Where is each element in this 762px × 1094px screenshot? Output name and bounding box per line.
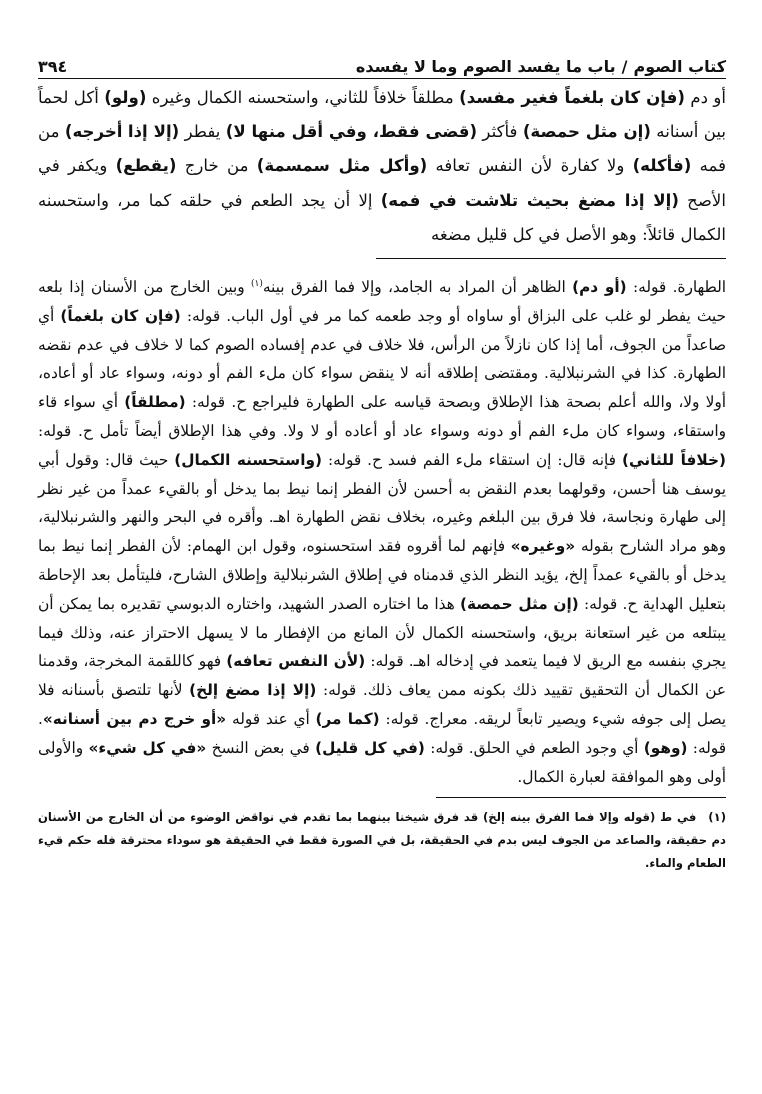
running-title [356,57,726,76]
bold-quote: (لأن النفس تعافه) [226,652,366,671]
bold-quote: (إلا إذا [127,122,180,142]
bold-quote: (فإن كان بلغماً فغير مفسد) [459,88,685,107]
bold-quote: (في كل قليل) [315,738,425,757]
bold-quote: (إن مثل حمصة) [522,122,651,142]
bold-quote: (ولو) [104,88,147,107]
text-run: حلقه كما مر، واستحسنه الكمال قائلاً: وهو الأصل في كل قليل مضغه [38,190,726,244]
text-run: من فمه [38,122,727,176]
bold-quote: (إلا إذا مضغ بحيث تلاشت في فمه) [380,190,679,210]
page-number: ٣٩٤ [38,57,68,76]
text-run: الطهارة. قوله: [626,278,726,297]
text-run: أي سواء قاء واستقاء، وسواء كان ملء الفم أو دونه وسواء عاد أو أعاده أو لا ولا. وفي هذا الإطلاق أيضاً تأمل ح. قوله: [38,393,726,440]
footnote-marker: (١) [250,278,263,289]
book-title: كتاب الصوم [633,57,726,76]
bold-quote: (إن مثل حمصة) [459,594,579,613]
bold-quote: «أو خرج دم بين أسنانه» [42,709,227,728]
running-header [38,46,726,79]
text-run: . قوله: [38,709,727,757]
bold-quote: (مطلقاً) [124,393,186,412]
footnote-number: (١) [708,810,726,825]
bold-quote: (فأكله) [632,156,692,176]
text-run: فإنهم لما أقروه فقد استحسنوه، وقول ابن الهمام: لأن الفطر إنما نيط بما يدخل أو بالقيء عمداً إلخ، يؤيد النظر الذي قدمناه في إطلاق الشرنبلالية وإطلاق الشارح، فليتأمل بعد الإحاطة بتعليل الهداية ح. قوله: [38,537,726,613]
text-run: هذا ما اختاره الصدر الشهيد، واختاره الدبوسي تقديره بما يمكن أن يبتلعه من غير استعانة بريق، واستحسنه الكمال لأن المانع من الإفطار ما لا يسهل الاحتراز عنه، وذلك فيما يجري بنفسه مع الريق لا فيما يتعمد في إدخاله اهـ. قوله: [38,594,727,671]
text-run: فإنه قال: إن استقاء ملء الفم فسد ح. قوله: [321,450,622,469]
text-run: فهو كاللقمة المخرجة، وقدمنا عن الكمال أن التحقيق تقييد ذلك بكونه ممن يعاف ذلك. قوله: [38,652,727,700]
text-run: أي وجود الطعم في الحلق. قوله: [424,738,644,757]
text-run: أي عند قوله [226,709,316,728]
text-run: والأولى أولى وهو الموافقة لعبارة الكمال. [38,738,726,786]
bold-quote: أخرجه) [64,122,123,142]
commentary-text [38,273,726,791]
text-run: ويكفر في الأصح [38,156,726,210]
bold-quote: (خلافاً للثاني) [621,450,726,469]
bold-quote: (قضى فقط، وفي أقل منها لا) [225,122,478,142]
bold-quote: «وغيره» [510,537,576,556]
text-run: مطلقاً خلافاً للثاني، واستحسنه الكمال وغيره [146,88,460,107]
footnote [38,806,726,874]
bold-quote: (أو دم) [572,278,627,297]
chapter-title: باب ما يفسد الصوم وما لا يفسده [355,57,616,76]
book-page [38,46,726,875]
bold-quote: (وأكل مثل سمسمة) [256,156,428,176]
bold-quote: (يقطع) [115,156,177,176]
text-run: فأكثر [477,122,523,142]
text-run: إلا أن يجد الطعم في [220,190,381,210]
footnote-divider [436,797,726,798]
main-text [38,79,726,252]
bold-quote: (فإن كان بلغماً) [60,306,181,325]
text-run: في بعض النسخ [206,738,316,757]
text-run: أي صاعداً من الجوف، أما إذا كان نازلاً من الرأس، فلا خلاف في عدم إفساده الصوم كما لا خلاف في عدم نقضه الطهارة. كذا في الشرنبلالية. [38,306,727,383]
text-run: ومقتضى إطلاقه أنه لا ينقض سواء كان ملء الفم أو دونه، وسواء عاد أو أعاده، أولا ولا، والله أعلم بصحة هذا الإطلاق وبصحة قياسه على الطهارة فليراجع ح. قوله: [38,364,726,412]
text-run: لأنها تلتصق بأسنانه فلا يصل إلى جوفه شيء ويصير تابعاً لريقه. معراج. قوله: [38,681,726,728]
commentary-paragraph-2 [38,364,726,785]
section-divider [376,258,726,259]
title-separator: / [621,57,628,76]
bold-quote: «في كل شيء» [88,738,207,757]
text-run: ولا كفارة لأن النفس تعافه [427,156,633,176]
text-run: يفطر [179,122,226,142]
bold-quote: (كما مر) [315,709,380,728]
bold-quote: (إلا إذا مضغ إلخ) [189,681,317,700]
text-run: من خارج [184,156,257,176]
footnote-text: في ط (قوله وإلا فما الفرق بينه إلخ) قد فرق شيخنا بينهما بما تقدم في نواقض الوضوء من أن الخارج من الأسنان دم حقيقة، والصاعد من الجوف ليس بدم في الحقيقة، بل في الصورة فقط في الحقيقة هو سوداء محترقة فله حكم قيء الطعام والماء. [38,810,726,870]
bold-quote: (وهو) [643,738,688,757]
text-run: وبين الخارج من الأسنان إذا بلعه حيث يفطر لو غلب على البزاق أو ساواه أو وجد طعمه كما مر في أول الباب. قوله: [38,278,726,325]
text-run: أو دم [684,88,726,107]
bold-quote: (واستحسنه الكمال) [174,450,322,469]
text-run: أكل لحماً بين أسنانه [38,88,727,142]
matn-line-1 [104,88,726,107]
text-run: الظاهر أن المراد به الجامد، وإلا فما الفرق بينه [262,278,573,297]
text-run: حيث قال: وقول أبي يوسف هنا أحسن، وقولهما بعدم النقض به أحسن لأن الفطر إنما نيط بما يدخل أو بالقيء عمداً من غير نظر إلى طهارة ونجاسة، فلا فرق بين البلغم وغيره، بخلاف نقض الطهارة اهـ. وأقره في البحر والنهر والشرنبلالية، وهو مراد الشارح بقوله [38,450,726,556]
